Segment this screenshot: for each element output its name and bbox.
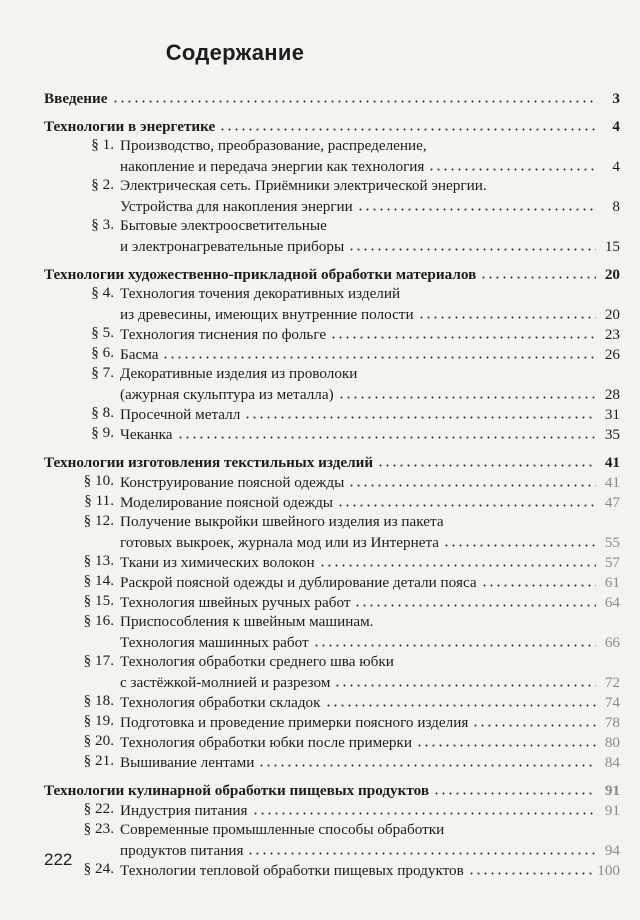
toc-section <box>44 264 620 284</box>
toc-item <box>44 860 620 880</box>
dot-leader <box>330 324 596 339</box>
toc-item <box>44 424 620 444</box>
toc-item <box>44 404 620 424</box>
toc-item-number: § 21. <box>83 752 114 769</box>
dot-leader <box>337 492 596 507</box>
toc-page-number: 78 <box>604 714 620 732</box>
toc-entry-text: Бытовые электроосветительные <box>120 217 327 234</box>
toc-page-number: 15 <box>604 238 620 256</box>
toc-page-number: 47 <box>604 494 620 512</box>
toc-item <box>44 284 620 324</box>
toc-item <box>44 820 620 860</box>
toc-section <box>44 452 620 472</box>
toc-page-number: 74 <box>604 694 620 712</box>
toc-item-number: § 13. <box>83 552 114 569</box>
toc-entry-text: Электрическая сеть. Приёмники электрической энергии. <box>120 177 487 194</box>
toc-entry-text: продуктов питания <box>120 842 244 860</box>
toc-item <box>44 472 620 492</box>
toc-entry-text: Индустрия питания <box>120 802 248 820</box>
dot-leader <box>319 552 596 567</box>
toc-item-number: § 22. <box>83 800 114 817</box>
toc-page-number: 8 <box>612 198 620 216</box>
dot-leader <box>219 116 596 131</box>
toc-item-number: § 16. <box>83 612 114 629</box>
dot-leader <box>418 304 596 319</box>
toc-item-number: § 5. <box>91 324 114 341</box>
toc-item <box>44 176 620 216</box>
toc-page-number: 80 <box>604 734 620 752</box>
toc-entry-text: Технологии тепловой обработки пищевых продуктов <box>120 862 464 880</box>
dot-leader <box>348 472 596 487</box>
toc-entry-text: накопление и передача энергии как технология <box>120 158 425 176</box>
toc-entry-text: Современные промышленные способы обработки <box>120 821 445 838</box>
toc-item-number: § 20. <box>83 732 114 749</box>
toc-page-number: 72 <box>604 674 620 692</box>
toc-entry-text: Технология швейных ручных работ <box>120 594 351 612</box>
toc-page-number: 55 <box>604 534 620 552</box>
toc-item-number: § 1. <box>91 136 114 153</box>
dot-leader <box>252 800 596 815</box>
toc-page-number: 31 <box>604 406 620 424</box>
toc-entry-text: Технологии в энергетике <box>44 118 216 136</box>
toc-item-number: § 14. <box>83 572 114 589</box>
toc-entry-text: Технологии изготовления текстильных изделий <box>44 454 374 472</box>
toc-item-number: § 10. <box>83 472 114 489</box>
toc-entry-text: Конструирование поясной одежды <box>120 474 345 492</box>
toc-section <box>44 780 620 800</box>
toc-item-number: § 3. <box>91 216 114 233</box>
page-title: Содержание <box>165 40 305 65</box>
toc-item-number: § 17. <box>83 652 114 669</box>
toc-entry-text: Получение выкройки швейного изделия из пакета <box>120 513 444 530</box>
toc-item <box>44 800 620 820</box>
toc-item-number: § 23. <box>83 820 114 837</box>
toc-entry-text: Ткани из химических волокон <box>120 554 315 572</box>
toc-page-number: 20 <box>604 266 620 284</box>
toc-item <box>44 752 620 772</box>
dot-leader <box>472 712 596 727</box>
toc-entry-text: Технология точения декоративных изделий <box>120 285 401 302</box>
toc-entry-text: Приспособления к швейным машинам. <box>120 613 374 630</box>
dot-leader <box>162 344 596 359</box>
dot-leader <box>377 452 596 467</box>
toc-page-number: 4 <box>612 158 620 176</box>
toc-entry-text: Моделирование поясной одежды <box>120 494 334 512</box>
toc-entry-text: Подготовка и проведение примерки поясного изделия <box>120 714 469 732</box>
dot-leader <box>325 692 596 707</box>
toc-entry-text: Просечной металл <box>120 406 241 424</box>
dot-leader <box>357 196 596 211</box>
dot-leader <box>313 632 596 647</box>
toc-item-number: § 15. <box>83 592 114 609</box>
toc-page-number: 91 <box>604 782 620 800</box>
dot-leader <box>244 404 596 419</box>
toc-item-number: § 12. <box>83 512 114 529</box>
toc-page-number: 64 <box>604 594 620 612</box>
toc-page-number: 57 <box>604 554 620 572</box>
toc-item <box>44 592 620 612</box>
toc-page-number: 41 <box>604 474 620 492</box>
toc-item-number: § 8. <box>91 404 114 421</box>
toc-page-number: 23 <box>604 326 620 344</box>
toc-item <box>44 552 620 572</box>
toc-entry-text: Чеканка <box>120 426 173 444</box>
toc-item-number: § 24. <box>83 860 114 877</box>
toc-item <box>44 364 620 404</box>
toc-page-number: 28 <box>604 386 620 404</box>
toc-item <box>44 324 620 344</box>
toc-item-number: § 19. <box>83 712 114 729</box>
toc-item <box>44 512 620 552</box>
dot-leader <box>428 156 596 171</box>
toc-entry-text: Технология обработки юбки после примерки <box>120 734 413 752</box>
toc-entry-text: Декоративные изделия из проволоки <box>120 365 358 382</box>
toc-item <box>44 732 620 752</box>
toc-entry-text: из древесины, имеющих внутренние полости <box>120 306 414 324</box>
toc-entry-text: Технология тиснения по фольге <box>120 326 327 344</box>
toc-entry-text: Производство, преобразование, распределение, <box>120 137 427 154</box>
toc-page-number: 20 <box>604 306 620 324</box>
toc-item-number: § 6. <box>91 344 114 361</box>
dot-leader <box>433 780 596 795</box>
toc-item <box>44 692 620 712</box>
dot-leader <box>354 592 596 607</box>
toc-item-number: § 2. <box>91 176 114 193</box>
toc-item <box>44 344 620 364</box>
toc-page-number: 4 <box>612 118 620 136</box>
toc-page-number: 41 <box>604 454 620 472</box>
toc-entry-text: и электронагревательные приборы <box>120 238 345 256</box>
toc-item-number: § 18. <box>83 692 114 709</box>
toc-entry-text: Раскрой поясной одежды и дублирование детали пояса <box>120 574 477 592</box>
toc-entry-text: Вышивание лентами <box>120 754 255 772</box>
toc-page-number: 35 <box>604 426 620 444</box>
toc-section <box>44 116 620 136</box>
table-of-contents <box>44 88 620 880</box>
dot-leader <box>258 752 596 767</box>
toc-page-number: 84 <box>604 754 620 772</box>
dot-leader <box>177 424 596 439</box>
toc-entry-text: Технология машинных работ <box>120 634 309 652</box>
toc-entry-text: Технология обработки среднего шва юбки <box>120 653 394 670</box>
toc-entry-text: Басма <box>120 346 159 364</box>
toc-item <box>44 216 620 256</box>
toc-page-number: 94 <box>604 842 620 860</box>
dot-leader <box>416 732 596 747</box>
toc-item-number: § 9. <box>91 424 114 441</box>
toc-entry-text: с застёжкой-молнией и разрезом <box>120 674 331 692</box>
toc-item <box>44 612 620 652</box>
dot-leader <box>468 860 593 875</box>
toc-page-number: 91 <box>604 802 620 820</box>
toc-page-number: 66 <box>604 634 620 652</box>
dot-leader <box>480 264 596 279</box>
toc-item-number: § 7. <box>91 364 114 381</box>
toc-item-number: § 4. <box>91 284 114 301</box>
dot-leader <box>443 532 596 547</box>
toc-section <box>44 88 620 108</box>
toc-item <box>44 572 620 592</box>
dot-leader <box>338 384 596 399</box>
toc-item <box>44 136 620 176</box>
toc-entry-text: (ажурная скульптура из металла) <box>120 386 334 404</box>
dot-leader <box>348 236 596 251</box>
toc-item <box>44 492 620 512</box>
dot-leader <box>112 88 596 103</box>
toc-entry-text: Введение <box>44 90 108 108</box>
dot-leader <box>334 672 596 687</box>
toc-entry-text: Технологии кулинарной обработки пищевых продуктов <box>44 782 430 800</box>
toc-entry-text: готовых выкроек, журнала мод или из Интернета <box>120 534 440 552</box>
dot-leader <box>247 840 596 855</box>
toc-page-number: 61 <box>604 574 620 592</box>
toc-page-number: 26 <box>604 346 620 364</box>
toc-page-number: 3 <box>612 90 620 108</box>
dot-leader <box>481 572 596 587</box>
page-number: 222 <box>44 850 73 869</box>
toc-entry-text: Технология обработки складок <box>120 694 321 712</box>
toc-item-number: § 11. <box>84 492 114 509</box>
toc-entry-text: Технологии художественно-прикладной обработки материалов <box>44 266 477 284</box>
toc-item <box>44 712 620 732</box>
toc-page-number: 100 <box>597 862 620 880</box>
toc-item <box>44 652 620 692</box>
toc-entry-text: Устройства для накопления энергии <box>120 198 353 216</box>
